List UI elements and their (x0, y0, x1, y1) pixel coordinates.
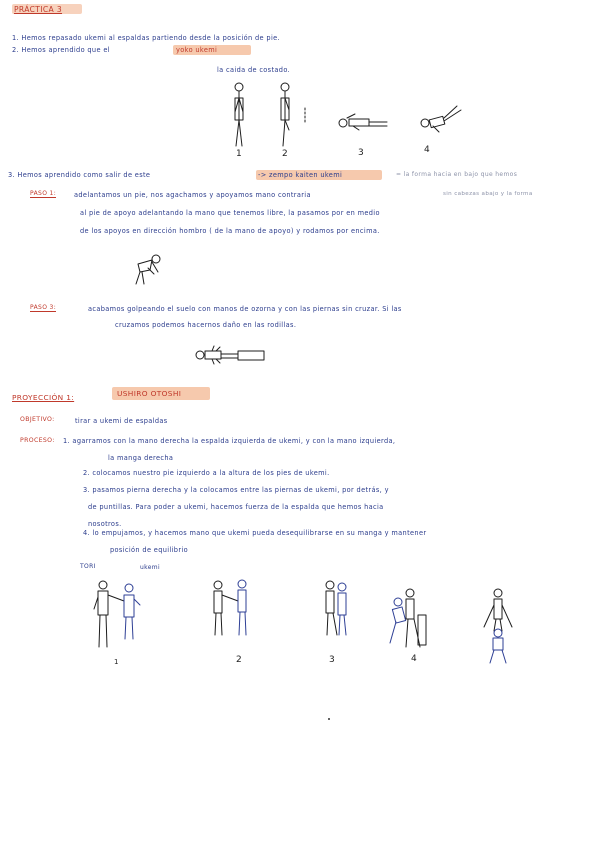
throw-fig-number: 3 (329, 655, 335, 665)
landing-sketch (194, 345, 274, 365)
process-label: PROCESO: (20, 437, 55, 444)
paso1-line2: al pie de apoyo adelantando la mano que tenemos libre, la pasamos por en medio (80, 209, 380, 217)
throw-figure-3 (326, 581, 346, 635)
section3-line1-highlight: -> zempo kaiten ukemi (258, 171, 343, 179)
uke-label: ukemi (140, 564, 161, 571)
section3-line1-post: = la forma hacia en bajo que hemos (396, 171, 518, 178)
yoko-figure-4 (421, 106, 461, 132)
zempo-kaiten-sketch (128, 250, 168, 286)
process-step-3c: nosotros. (88, 520, 122, 528)
paso1-line3: de los apoyos en dirección hombro ( de la mano de apoyo) y rodamos por encima. (80, 227, 380, 235)
yoko-figure-2 (281, 83, 305, 146)
throw-fig-number: 1 (114, 658, 119, 666)
throw-fig-number: 4 (411, 654, 417, 664)
section3-line1: 3. Hemos aprendido como salir de este (8, 171, 151, 179)
section3-side-note: sin cabezas abajo y la forma (443, 191, 533, 197)
tori-label: TORI (80, 563, 96, 570)
objective-label: OBJETIVO: (20, 416, 55, 423)
section1-line2-highlight: yoko ukemi (176, 46, 218, 54)
paso3-line1: acabamos golpeando el suelo con manos de ozorna y con las piernas sin cruzar. Si las (88, 305, 402, 313)
projection-title: PROYECCIÓN 1: (12, 393, 75, 402)
process-step-2: 2. colocamos nuestro pie izquierdo a la altura de los pies de ukemi. (83, 469, 330, 477)
objective-text: tirar a ukemi de espaldas (75, 417, 168, 425)
process-step-1: 1. agarramos con la mano derecha la espalda izquierda de ukemi, y con la mano izquierda, (63, 437, 396, 445)
yoko-fig-number: 4 (424, 145, 430, 155)
throw-figure-5 (484, 589, 512, 663)
section1-line3: la caida de costado. (217, 66, 291, 74)
paso1-label: PASO 1: (30, 190, 57, 197)
yoko-figure-3 (339, 114, 387, 130)
throw-figure-1 (94, 581, 140, 647)
process-step-4b: posición de equilibrio (110, 546, 188, 554)
paso3-line2: cruzamos podemos hacernos daño en las rodillas. (115, 321, 297, 329)
process-step-1b: la manga derecha (108, 454, 174, 462)
yoko-figure-1 (235, 83, 243, 146)
process-step-3b: de puntillas. Para poder a ukemi, hacemos fuerza de la espalda que hemos hacia (88, 503, 384, 511)
section1-line2: 2. Hemos aprendido que el (12, 46, 110, 54)
paso3-label: PASO 3: (30, 304, 57, 311)
paso1-line1: adelantamos un pie, nos agachamos y apoyamos mano contraria (74, 191, 311, 199)
yoko-fig-number: 1 (236, 149, 242, 159)
throw-fig-number: 2 (236, 655, 242, 665)
yoko-fig-number: 2 (282, 149, 288, 159)
ushiro-otoshi-sketch (88, 575, 528, 665)
projection-title-highlight: USHIRO OTOSHI (117, 389, 182, 398)
throw-figure-4 (390, 589, 426, 647)
page-title: PRÁCTICA 3 (14, 5, 63, 14)
ink-dot (328, 718, 330, 720)
section1-line1: 1. Hemos repasado ukemi al espaldas partiendo desde la posición de pie. (12, 34, 280, 42)
yoko-fig-number: 3 (358, 148, 364, 158)
throw-figure-2 (214, 580, 246, 635)
process-step-4: 4. lo empujamos, y hacemos mano que ukemi pueda desequilibrarse en su manga y mantener (83, 529, 427, 537)
process-step-3: 3. pasamos pierna derecha y la colocamos entre las piernas de ukemi, por detrás, y (83, 486, 389, 494)
